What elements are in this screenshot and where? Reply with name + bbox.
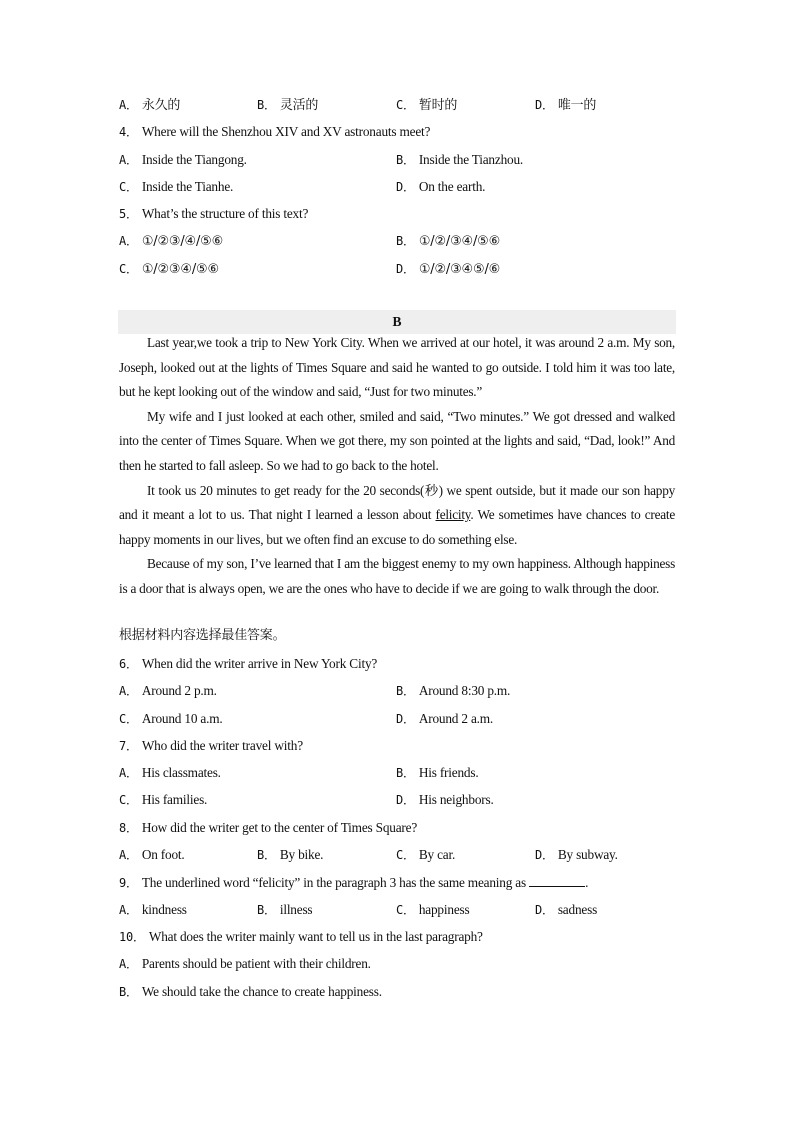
option-text: Around 2 p.m. [141,683,217,698]
question-number: 4． [119,125,138,139]
question-text-end: . [585,875,589,890]
q5-option-a [119,232,223,251]
option-label: D． [396,180,415,194]
q4-option-c [119,178,233,196]
option-text: Inside the Tianzhou. [418,152,524,167]
option-text: Around 2 a.m. [418,711,494,726]
option-text: ①/②/③④⑤/⑥ [418,262,501,277]
question-text: What’s the structure of this text? [141,206,309,221]
passage-paragraph-4: Because of my son, I’ve learned that I am the biggest enemy to my own happiness. Although happiness is a door that is always open, we are the ones who have to decide if we are going to walk through the door. [119,556,675,596]
q7-option-d [396,791,494,809]
option-text: By car. [418,847,456,862]
question-text: When did the writer arrive in New York City? [141,656,378,671]
q8-option-d [535,846,618,864]
option-text: 唯一的 [557,98,597,113]
option-label: B． [396,766,415,780]
passage-paragraph-2: My wife and I just looked at each other, smiled and said, “Two minutes.” We got dressed and walked into the center of Times Square. When we got there, my son pointed at the lights and said, “Dad, look!” And then he started to fall asleep. So we had to go back to the hotel. [119,408,675,473]
q7-option-a [119,764,221,782]
instruction: 根据材料内容选择最佳答案。 [119,628,286,643]
option-label: C． [396,848,415,862]
q3-option-d [535,96,596,115]
q9-question [119,874,679,892]
q4-option-b [396,151,523,169]
option-label: A． [119,153,138,167]
option-label: A． [119,98,138,112]
option-label: B． [119,985,138,999]
option-text: Parents should be patient with their children. [141,956,371,971]
q7-question [119,737,679,755]
option-text: On the earth. [418,179,486,194]
option-text: His friends. [418,765,479,780]
option-label: A． [119,766,138,780]
q9-option-a [119,901,187,919]
option-label: B． [396,234,415,248]
answer-blank[interactable] [529,874,585,887]
option-label: A． [119,957,138,971]
q8-option-b [257,846,323,864]
passage [119,331,675,602]
q3-option-b [257,96,318,115]
option-label: B． [396,153,415,167]
q6-option-a [119,682,217,700]
q9-option-d [535,901,597,919]
option-text: Inside the Tiangong. [141,152,247,167]
q6-option-b [396,682,510,700]
option-text: 暂时的 [418,98,458,113]
q8-question [119,819,679,837]
option-label: C． [396,98,415,112]
option-label: B． [257,903,276,917]
q9-option-c [396,901,469,919]
option-label: C． [119,712,138,726]
question-text: The underlined word “felicity” in the paragraph 3 has the same meaning as [141,875,526,890]
q10-option-a [119,955,371,973]
option-text: By bike. [279,847,324,862]
option-label: A． [119,903,138,917]
q5-option-d [396,260,500,279]
option-label: A． [119,684,138,698]
q9-option-b [257,901,312,919]
q7-option-b [396,764,478,782]
q8-option-c [396,846,455,864]
q3-option-c [396,96,457,115]
section-title: B [392,314,402,329]
q6-question [119,655,679,673]
option-text: His neighbors. [418,792,494,807]
option-text: illness [279,902,313,917]
q8-option-a [119,846,185,864]
question-number: 9． [119,876,138,890]
option-text: Around 8:30 p.m. [418,683,511,698]
option-label: D． [535,903,554,917]
option-text: Inside the Tianhe. [141,179,234,194]
passage-paragraph-1: Last year,we took a trip to New York City. When we arrived at our hotel, it was around 2 a.m. My son, Joseph, looked out at the lights of Times Square and said he wanted to go outside. I told him it was too late, but he kept looking out of the window and said, “Just for two minutes.” [119,335,675,400]
option-label: A． [119,234,138,248]
paragraph-text: It took us 20 minutes to get ready for the 20 seconds(秒) we spent outside, but it made our son happy and it meant a lot to us. That night I learned a lesson about [119,482,675,523]
q4-option-a [119,151,247,169]
option-label: C． [119,180,138,194]
option-label: D． [396,262,415,276]
option-text: happiness [418,902,470,917]
question-text: Who did the writer travel with? [141,738,303,753]
option-label: B． [257,848,276,862]
option-text: ①/②③/④/⑤⑥ [141,234,224,249]
option-text: 永久的 [141,98,181,113]
option-label: B． [396,684,415,698]
q6-option-d [396,710,493,728]
question-text: Where will the Shenzhou XIV and XV astronauts meet? [141,124,431,139]
q10-option-b [119,983,382,1001]
underlined-word: felicity [435,507,471,523]
q4-option-d [396,178,485,196]
option-text: His classmates. [141,765,221,780]
question-number: 10． [119,930,145,944]
question-number: 7． [119,739,138,753]
q5-option-b [396,232,500,251]
q5-question [119,205,679,223]
option-text: On foot. [141,847,185,862]
option-text: 灵活的 [279,98,319,113]
option-label: D． [396,712,415,726]
option-text: By subway. [557,847,618,862]
question-number: 8． [119,821,138,835]
q6-option-c [119,710,223,728]
q7-option-c [119,791,207,809]
option-label: B． [257,98,276,112]
q5-option-c [119,260,219,279]
paragraph-text: . We sometimes have chances to create happy moments in our lives, but we often find an excuse to do something else. [119,507,676,547]
option-label: A． [119,848,138,862]
option-label: D． [396,793,415,807]
option-label: C． [396,903,415,917]
option-label: C． [119,793,138,807]
question-number: 5． [119,207,138,221]
option-label: D． [535,98,554,112]
option-text: His families. [141,792,208,807]
option-text: ①/②/③④/⑤⑥ [418,234,501,249]
q10-question [119,928,679,946]
q3-option-a [119,96,180,115]
q4-question [119,123,679,141]
question-text: What does the writer mainly want to tell us in the last paragraph? [148,929,483,944]
option-text: sadness [557,902,598,917]
option-text: We should take the chance to create happiness. [141,984,382,999]
option-label: C． [119,262,138,276]
passage-paragraph-3 [119,479,675,553]
option-text: Around 10 a.m. [141,711,223,726]
option-text: kindness [141,902,187,917]
question-number: 6． [119,657,138,671]
option-label: D． [535,848,554,862]
option-text: ①/②③④/⑤⑥ [141,262,219,277]
question-text: How did the writer get to the center of Times Square? [141,820,418,835]
